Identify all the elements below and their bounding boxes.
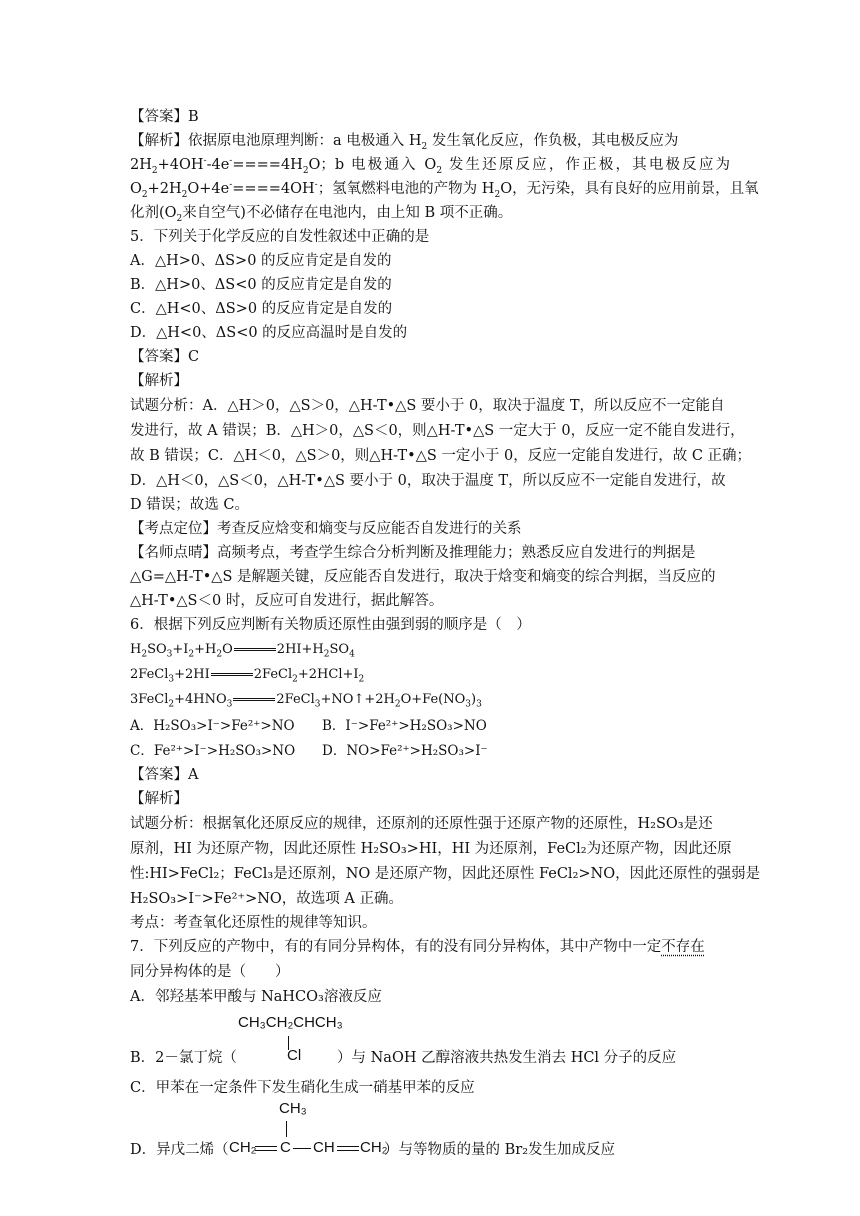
q4-explanation-line1: 【解析】依据原电池原理判断：a 电极通入 $H_2$ 发生氧化反应，作负极，其电极反应为 <box>130 133 679 152</box>
q4-explanation-line3: $O_2+2H_2O+4e^-====4OH^-$；氢氧燃料电池的产物为 $H_2O$，无污染，具有良好的应用前景，且氧 <box>130 180 759 200</box>
q7-stem-line2: 同分异构体的是（ ） <box>130 964 290 980</box>
q5-teacher-note-line2: △G=△H-T•△S 是解题关键，反应能否自发进行，取决于焓变和熵变的综合判据，当反应的 <box>130 569 716 585</box>
q5-explanation-line2: 发进行，故 A 错误；B．△H＞0，△S＜0，则△H-T•△S 一定大于 0，反应一定不能自发进行， <box>130 423 745 439</box>
q6-reaction-2: 2FeCl$_3$+2HI $2FeCl_2+2HCl+I_2$ <box>130 667 365 685</box>
q7-b-structure-cl: Cl <box>287 1047 302 1064</box>
q5-teacher-note-line1: 【名师点晴】高频考点，考查学生综合分析判断及推理能力；熟悉反应自发进行的判据是 <box>130 545 696 561</box>
q7-d-structure-ch3: CH₃ <box>279 1100 307 1117</box>
q7-b-structure-main: CH₃CH₂CHCH₃ <box>238 1014 343 1031</box>
q5-explanation-line3: 故 B 错误；C．△H＜0，△S＞0，则△H-T•△S 一定小于 0，反应一定能自发进行，故 C 正确； <box>130 448 752 464</box>
q5-answer: 【答案】C <box>130 349 200 365</box>
q6-answer: 【答案】A <box>130 767 199 783</box>
q6-option-a: A．H₂SO₃>I⁻>Fe²⁺>NO <box>130 718 295 734</box>
q7-option-b-suffix: ）与 NaOH 乙醇溶液共热发生消去 HCl 分子的反应 <box>337 1050 677 1066</box>
q6-explanation-line1: 试题分析：根据氧化还原反应的规律，还原剂的还原性强于还原产物的还原性，H₂SO₃是还 <box>130 816 713 832</box>
q5-explanation-label: 【解析】 <box>130 373 188 389</box>
q6-option-c: C．Fe²⁺>I⁻>H₂SO₃>NO <box>130 743 296 759</box>
q7-stem-line1: 7．下列反应的产物中，有的有同分异构体，有的没有同分异构体，其中产物中一定不存在 <box>130 939 705 955</box>
q7-d-double-bond-right <box>337 1146 359 1151</box>
q7-option-c: C．甲苯在一定条件下发生硝化生成一硝基甲苯的反应 <box>130 1080 475 1096</box>
q6-explanation-label: 【解析】 <box>130 791 188 807</box>
q7-d-structure-bond <box>286 1121 287 1137</box>
q7-d-structure-ch2-right: CH₂ <box>360 1139 388 1156</box>
q7-option-b-prefix: B．2－氯丁烷（ <box>130 1050 237 1066</box>
q6-explanation-line4: H₂SO₃>I⁻>Fe²⁺>NO，故选项 A 正确。 <box>130 891 404 907</box>
q5-option-a: A．△H>0、ΔS>0 的反应肯定是自发的 <box>130 253 392 269</box>
q6-reaction-1: $H_2SO_3+I_2+H_2O$ $2HI+H_2SO_4$ <box>130 642 355 660</box>
q4-explanation-line4: 化剂($O_2$来自空气)不必储存在电池内，由上知 B 项不正确。 <box>130 205 513 224</box>
q5-explanation-line5: D 错误；故选 C。 <box>130 497 249 513</box>
q4-explanation-line2: $2H_2+4OH^--4e^-====4H_2O$；b 电极通入 $O_2$ 发生还原反应，作正极，其电极反应为 <box>130 156 731 176</box>
q6-knowledge-point: 考点：考查氧化还原性的规律等知识。 <box>130 915 377 931</box>
q6-option-d: D．NO>Fe²⁺>H₂SO₃>I⁻ <box>322 743 488 759</box>
q6-explanation-line3: 性:HI>FeCl₂；FeCl₃是还原剂，NO 是还原产物，因此还原性 FeCl₂>NO，因此还原性的强弱是 <box>130 866 761 882</box>
q6-reaction-3: $3FeCl_2+4HNO_3$ $2FeCl_3+NO↑+2H_2O+Fe(NO_3)_3$ <box>130 692 482 710</box>
q7-option-a: A．邻羟基苯甲酸与 NaHCO₃溶液反应 <box>130 989 382 1005</box>
q5-stem: 5．下列关于化学反应的自发性叙述中正确的是 <box>130 229 430 245</box>
q7-option-d-prefix: D．异戊二烯（ <box>130 1142 229 1158</box>
q6-stem: 6．根据下列反应判断有关物质还原性由强到弱的顺序是（ ） <box>130 617 531 633</box>
q5-knowledge-point: 【考点定位】考查反应焓变和熵变与反应能否自发进行的关系 <box>130 521 522 537</box>
q7-d-double-bond-left <box>255 1146 277 1151</box>
q7-d-structure-ch2-left: CH₂ <box>229 1139 257 1156</box>
q5-option-d: D．△H<0、ΔS<0 的反应高温时是自发的 <box>130 325 408 341</box>
q6-option-b: B．I⁻>Fe²⁺>H₂SO₃>NO <box>322 718 487 734</box>
q7-d-structure-c: C <box>280 1139 291 1156</box>
q5-explanation-line1: 试题分析：A．△H＞0，△S＞0，△H-T•△S 要小于 0，取决于温度 T，所以反应不一定能自 <box>130 398 725 414</box>
q7-d-structure-ch: CH <box>313 1139 335 1156</box>
q7-d-single-bond <box>293 1148 311 1149</box>
q5-option-c: C．△H<0、ΔS>0 的反应肯定是自发的 <box>130 301 393 317</box>
q6-explanation-line2: 原剂，HI 为还原产物，因此还原性 H₂SO₃>HI，HI 为还原剂，FeCl₂为还原产物，因此还原 <box>130 841 732 857</box>
q5-option-b: B．△H>0、ΔS<0 的反应肯定是自发的 <box>130 277 392 293</box>
q5-explanation-line4: D．△H＜0，△S＜0，△H-T•△S 要小于 0，取决于温度 T，所以反应不一定能自发进行，故 <box>130 473 726 489</box>
q5-teacher-note-line3: △H-T•△S＜0 时，反应可自发进行，据此解答。 <box>130 593 444 609</box>
q4-answer: 【答案】B <box>130 109 199 125</box>
q7-option-d-suffix: ）与等物质的量的 Br₂发生加成反应 <box>384 1142 616 1158</box>
